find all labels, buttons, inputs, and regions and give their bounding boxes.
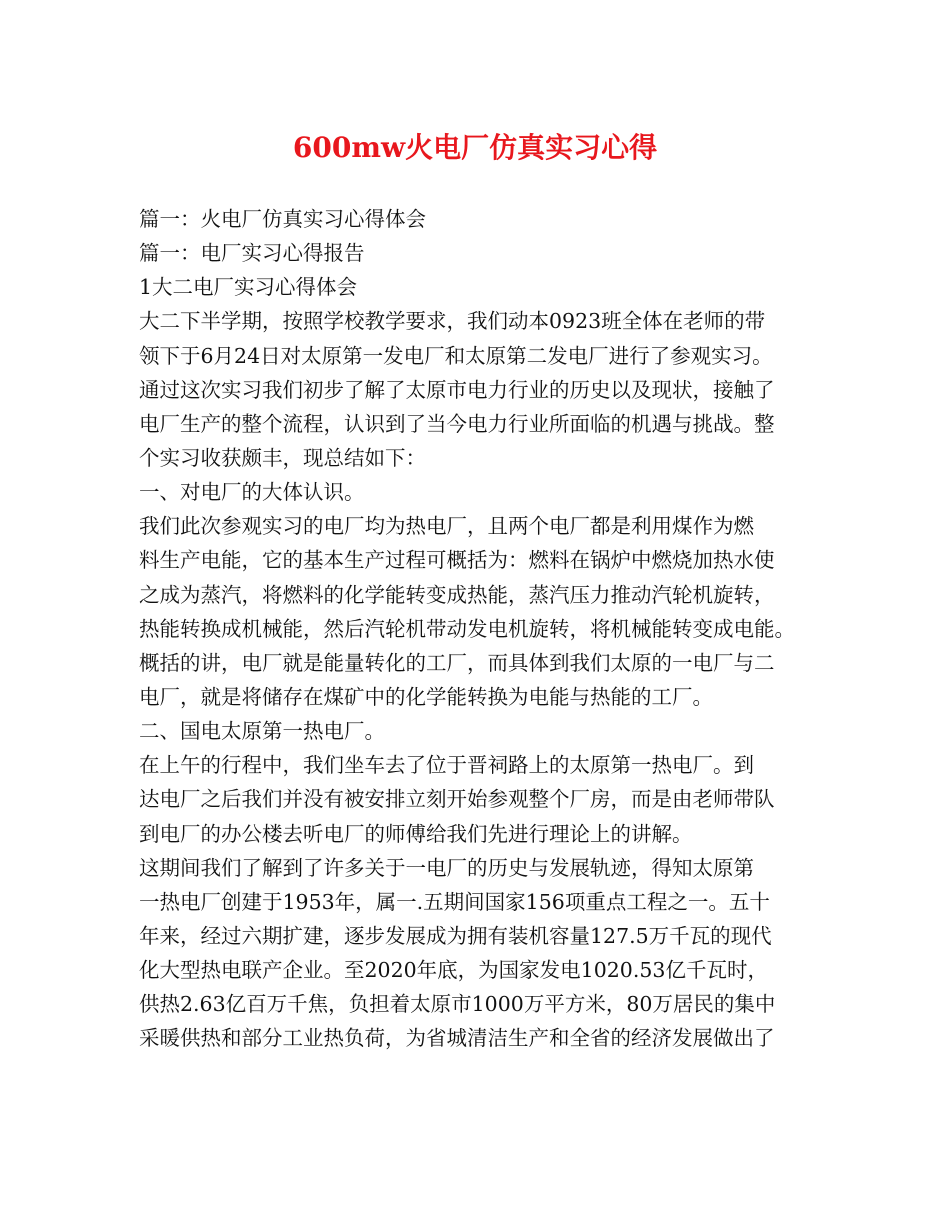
text-line: 供热2.63亿百万千焦，负担着太原市1000万平方米，80万居民的集中 [139,992,776,1017]
text-line: 领下于6月24日对太原第一发电厂和太原第二发电厂进行了参观实习。 [139,343,773,368]
text-line: 之成为蒸汽，将燃料的化学能转变成热能，蒸汽压力推动汽轮机旋转， [139,582,775,607]
text-line: 篇一：电厂实习心得报告 [139,241,365,266]
text-line: 篇一：火电厂仿真实习心得体会 [139,207,426,231]
text-line: 电厂，就是将储存在煤矿中的化学能转换为电能与热能的工厂。 [139,684,713,709]
text-line: 料生产电能，它的基本生产过程可概括为：燃料在锅炉中燃烧加热水使 [139,548,775,573]
text-line: 在上午的行程中，我们坐车去了位于晋祠路上的太原第一热电厂。到 [139,753,754,778]
text-line: 一热电厂创建于1953年，属一.五期间国家156项重点工程之一。五十 [139,889,770,914]
document-title: 600mw火电厂仿真实习心得 [292,131,658,164]
text-line: 达电厂之后我们并没有被安排立刻开始参观整个厂房，而是由老师带队 [139,787,775,812]
text-line: 这期间我们了解到了许多关于一电厂的历史与发展轨迹，得知太原第 [139,855,754,880]
text-line: 概括的讲，电厂就是能量转化的工厂，而具体到我们太原的一电厂与二 [139,650,775,675]
text-line: 到电厂的办公楼去听电厂的师傅给我们先进行理论上的讲解。 [139,821,693,846]
text-line: 二、国电太原第一热电厂。 [139,719,385,744]
document-body [139,202,829,1056]
text-line: 通过这次实习我们初步了解了太原市电力行业的历史以及现状，接触了 [139,377,775,402]
text-line: 我们此次参观实习的电厂均为热电厂，且两个电厂都是利用煤作为燃 [139,514,754,539]
text-line: 大二下半学期，按照学校教学要求，我们动本0923班全体在老师的带 [139,309,766,334]
text-line: 一、对电厂的大体认识。 [139,480,365,505]
text-line: 采暖供热和部分工业热负荷，为省城清洁生产和全省的经济发展做出了 [139,1026,775,1051]
text-line: 化大型热电联产企业。至2020年底，为国家发电1020.53亿千瓦时， [139,958,768,983]
text-line: 1大二电厂实习心得体会 [139,275,358,300]
text-line: 年来，经过六期扩建，逐步发展成为拥有装机容量127.5万千瓦的现代 [139,923,772,948]
text-line: 热能转换成机械能，然后汽轮机带动发电机旋转，将机械能转变成电能。 [139,616,795,641]
text-line: 个实习收获颇丰，现总结如下： [139,445,426,470]
text-line: 电厂生产的整个流程，认识到了当今电力行业所面临的机遇与挑战。整 [139,411,775,436]
